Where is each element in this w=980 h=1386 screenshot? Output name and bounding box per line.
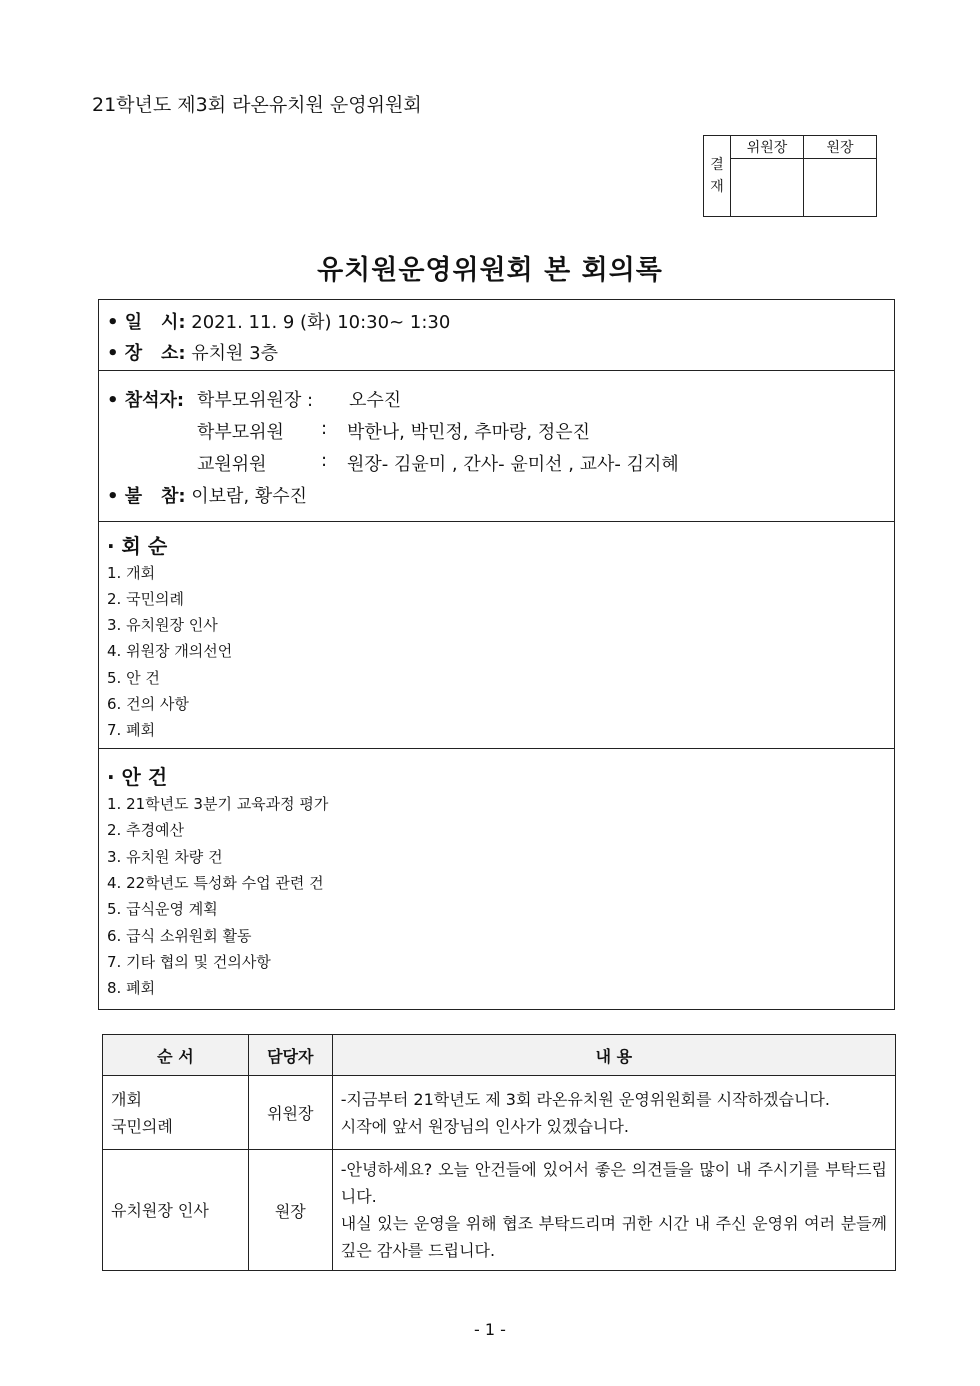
header-title: 21학년도 제3회 라온유치원 운영위원회 bbox=[92, 94, 422, 116]
attendee-label: • 참석자: bbox=[107, 390, 185, 411]
list-item: 2. 추경예산 bbox=[107, 821, 185, 839]
approval-sign-chair bbox=[731, 159, 804, 217]
row-content: -지금부터 21학년도 제 3회 라온유치원 운영위원회를 시작하겠습니다. 시작에 앞서 원장님의 인사가 있겠습니다. bbox=[332, 1076, 895, 1150]
absent-line: • 불 참: 이보람, 황수진 bbox=[107, 486, 308, 507]
agenda-heading: · 안 건 bbox=[107, 765, 168, 789]
list-item: 7. 기타 협의 및 건의사항 bbox=[107, 953, 271, 971]
row-order: 유치원장 인사 bbox=[103, 1150, 249, 1271]
list-item: 3. 유치원 차량 건 bbox=[107, 848, 223, 866]
parent-chair-names: 오수진 bbox=[349, 390, 402, 411]
list-item: 3. 유치원장 인사 bbox=[107, 616, 218, 634]
list-item: 2. 국민의례 bbox=[107, 590, 185, 608]
parent-chair-role: 학부모위원장 : bbox=[197, 390, 314, 411]
order-box bbox=[98, 521, 895, 749]
approval-col-principal: 원장 bbox=[804, 136, 877, 159]
row-person: 위원장 bbox=[248, 1076, 332, 1150]
list-item: 1. 21학년도 3분기 교육과정 평가 bbox=[107, 795, 329, 813]
approval-box bbox=[703, 135, 877, 217]
list-item: 4. 위원장 개의선언 bbox=[107, 642, 233, 660]
teacher-members-colon: : bbox=[321, 450, 328, 471]
order-heading: · 회 순 bbox=[107, 534, 168, 558]
list-item: 4. 22학년도 특성화 수업 관련 건 bbox=[107, 874, 324, 892]
document-title: 유치원운영위원회 본 회의록 bbox=[317, 255, 663, 286]
header-content: 내 용 bbox=[332, 1035, 895, 1076]
parent-members-role: 학부모위원 bbox=[197, 422, 284, 443]
attendance-box bbox=[98, 370, 895, 522]
list-item: 6. 급식 소위원회 활동 bbox=[107, 927, 252, 945]
teacher-members-role: 교원위원 bbox=[197, 454, 267, 475]
page-number: - 1 - bbox=[474, 1320, 506, 1339]
table-header-row bbox=[103, 1035, 896, 1076]
list-item: 8. 폐회 bbox=[107, 979, 156, 997]
teacher-members-names: 원장- 김윤미 , 간사- 윤미선 , 교사- 김지혜 bbox=[347, 454, 679, 475]
parent-members-colon: : bbox=[321, 418, 328, 439]
place-line: • 장 소: 유치원 3층 bbox=[107, 343, 279, 364]
list-item: 6. 건의 사항 bbox=[107, 695, 189, 713]
approval-col-chair: 위원장 bbox=[731, 136, 804, 159]
approval-label: 결 재 bbox=[704, 136, 731, 217]
header-person: 담당자 bbox=[248, 1035, 332, 1076]
proceedings-table bbox=[102, 1034, 896, 1271]
header-order: 순 서 bbox=[103, 1035, 249, 1076]
row-order: 개회 국민의례 bbox=[103, 1076, 249, 1150]
approval-sign-principal bbox=[804, 159, 877, 217]
agenda-box bbox=[98, 748, 895, 1010]
list-item: 5. 급식운영 계획 bbox=[107, 900, 218, 918]
row-person: 원장 bbox=[248, 1150, 332, 1271]
list-item: 1. 개회 bbox=[107, 564, 156, 582]
list-item: 5. 안 건 bbox=[107, 669, 160, 687]
list-item: 7. 폐회 bbox=[107, 721, 156, 739]
table-row bbox=[103, 1150, 896, 1271]
info-box bbox=[98, 299, 895, 371]
row-content: -안녕하세요? 오늘 안건들에 있어서 좋은 의견들을 많이 내 주시기를 부탁드립니다. 내실 있는 운영을 위해 협조 부탁드리며 귀한 시간 내 주신 운영위 여러 분들께 깊은 감사를 드립니다. bbox=[332, 1150, 895, 1271]
date-line: • 일 시: 2021. 11. 9 (화) 10:30~ 1:30 bbox=[107, 312, 451, 333]
parent-members-names: 박한나, 박민정, 추마랑, 정은진 bbox=[347, 422, 590, 443]
table-row bbox=[103, 1076, 896, 1150]
